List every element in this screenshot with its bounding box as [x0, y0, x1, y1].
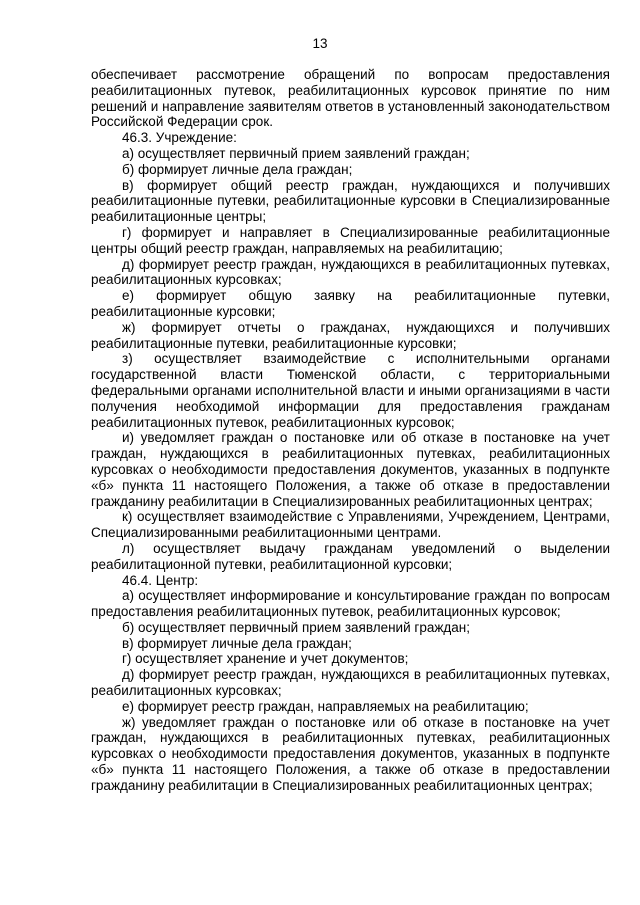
- list-item-b: б) осуществляет первичный прием заявлений граждан;: [122, 619, 470, 635]
- list-item-v: в) формирует общий реестр граждан, нуждающихся и получивших реабилитационные путевки, реабилитационные курсовки в Специализированные реабилитационные центры;: [91, 177, 610, 225]
- list-item-zh: ж) формирует отчеты о гражданах, нуждающихся и получивших реабилитационные путевки, реабилитационные курсовки;: [91, 319, 610, 351]
- list-item-a: а) осуществляет первичный прием заявлений граждан;: [122, 145, 470, 161]
- list-item-z: з) осуществляет взаимодействие с исполнительными органами государственной власти Тюменской области, с территориальными федеральными органами исполнительной власти и иными организациями в части получения необходимой информации для предоставления гражданам реабилитационных путевок, реабилитационных курсовок;: [91, 351, 610, 430]
- list-item-k: к) осуществляет взаимодействие с Управлениями, Учреждением, Центрами, Специализированными реабилитационными центрами.: [91, 509, 610, 541]
- list-item-d: д) формирует реестр граждан, нуждающихся в реабилитационных путевках, реабилитационных курсовках;: [91, 667, 610, 699]
- document-body: [91, 67, 610, 794]
- paragraph-continuation: обеспечивает рассмотрение обращений по вопросам предоставления реабилитационных путевок, реабилитационных курсовок принятие по ним решений и направление заявителям ответов в установленный законодательством Российской Федерации срок.: [91, 67, 610, 130]
- list-item-e: е) формирует общую заявку на реабилитационные путевки, реабилитационные курсовки;: [91, 288, 610, 319]
- list-item-g: г) формирует и направляет в Специализированные реабилитационные центры общий реестр граждан, направляемых на реабилитацию;: [91, 224, 610, 256]
- list-item-v: в) формирует личные дела граждан;: [122, 635, 352, 651]
- list-item-l: л) осуществляет выдачу гражданам уведомлений о выделении реабилитационной путевки, реабилитационной курсовки;: [91, 540, 610, 572]
- list-item-a: а) осуществляет информирование и консультирование граждан по вопросам предоставления реабилитационных путевок, реабилитационных курсовок;: [91, 588, 610, 620]
- page-number: 13: [312, 36, 328, 51]
- list-item-e: е) формирует реестр граждан, направляемых на реабилитацию;: [122, 698, 529, 714]
- section-heading-46-3: 46.3. Учреждение:: [122, 130, 237, 146]
- list-item-b: б) формирует личные дела граждан;: [122, 161, 353, 177]
- list-item-d: д) формирует реестр граждан, нуждающихся в реабилитационных путевках, реабилитационных курсовках;: [91, 256, 610, 288]
- list-item-zh: ж) уведомляет граждан о постановке или об отказе в постановке на учет граждан, нуждающихся в реабилитационных путевках, реабилитационных курсовках о необходимости предоставления документов, указанных в подпункте «б» пункта 11 настоящего Положения, а также об отказе в предоставлении гражданину реабилитации в Специализированных реабилитационных центрах;: [91, 714, 610, 793]
- list-item-g: г) осуществляет хранение и учет документов;: [122, 651, 409, 667]
- list-item-i: и) уведомляет граждан о постановке или об отказе в постановке на учет граждан, нуждающихся в реабилитационных путевках, реабилитационных курсовках о необходимости предоставления документов, указанных в подпункте «б» пункта 11 настоящего Положения, а также об отказе в предоставлении гражданину реабилитации в Специализированных реабилитационных центрах;: [91, 430, 610, 509]
- section-heading-46-4: 46.4. Центр:: [122, 572, 199, 588]
